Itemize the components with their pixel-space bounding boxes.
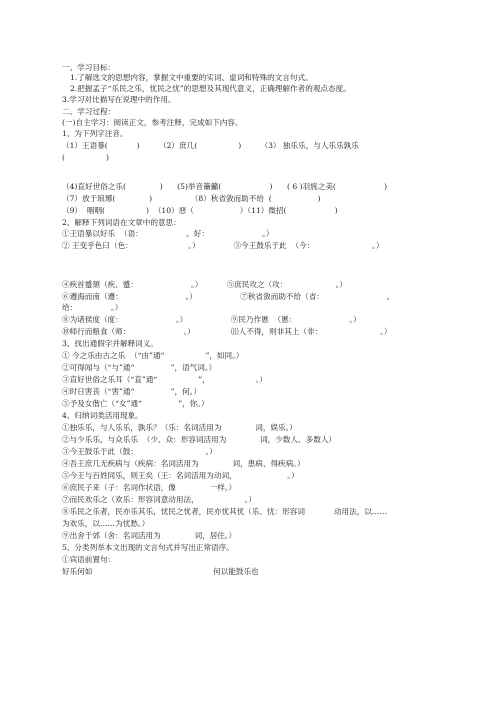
syntax-examples-1: 好乐何如 何以能鼓乐也 — [62, 567, 259, 576]
syntax-category-1: ①宾语前置句： — [62, 555, 116, 564]
vocab-row-3: ④疾首蹙頞（疾、蹙： 。） ⑤庶民攻之（攻： 。） — [62, 280, 347, 289]
tongjia-item-3: ③直好世俗之乐耳（“直”通“ ”， 。） — [62, 375, 267, 384]
pinyin-row-2: （4)直好世俗之乐( ) (5)举音籥籲( ) ( 6 )羽旄之美( ) — [62, 182, 388, 191]
pinyin-row-1-cont: ( ) — [62, 153, 109, 162]
task-1-heading: 1、为下列字注音。 — [62, 129, 128, 138]
task-3-heading: 3、找出通假字并解释词义。 — [62, 339, 158, 348]
huoyong-item-5: ⑤今王与百姓同乐，则王矣（王：名词活用为动词， 。） — [62, 471, 299, 480]
tongjia-item-4: ④时日害丧（“害”通“ ”，何。） — [62, 387, 202, 396]
section-heading-goals: 一、学习目标： — [62, 63, 116, 72]
huoyong-item-2: ②与少乐乐，与众乐乐 （少、众：形容词活用为 词，少数人、多数人） — [62, 435, 337, 444]
goal-item-2: 2.把握孟子“乐民之乐，忧民之忧”的思想及其现代意义，正确理解作者的观点态度。 — [70, 84, 351, 93]
huoyong-item-4: ④吾王庶几无疾病与（疾病：名词活用为 词，患病、得疾病。） — [62, 459, 305, 468]
huoyong-item-8-cont: 为欢乐，以……为忧愁。） — [62, 519, 150, 528]
vocab-row-2: ② 王变乎色曰（色： 。） ③今王鼓乐于此 （今： 。） — [62, 241, 384, 250]
section-heading-process: 二、学习过程： — [62, 107, 116, 116]
task-5-heading: 5、分类列举本文出现的文言句式并写出正常语序。 — [62, 543, 234, 552]
task-2-heading: 2、解释下列词语在文章中的意思： — [62, 218, 181, 227]
pinyin-row-3: （7）放于琅琊( ) （8）秋省敛而助不给 ( ) — [62, 194, 321, 203]
huoyong-item-1: ①独乐乐，与人乐乐，孰乐？（乐：名词活用为 词，娱乐。） — [62, 423, 298, 432]
vocab-row-1: ①王语暴以好乐 （语： 。好： 。） — [62, 229, 274, 238]
tongjia-item-2: ②可得闻与（“与”通“ ”，语气词。） — [62, 363, 217, 372]
vocab-row-4: ⑥遵海而南（遵： 。） ⑦秋省敛而助不给（省： 。 — [62, 292, 395, 301]
huoyong-item-9: ⑨出舍于郊（舍：名词活用为 词，居住。） — [62, 531, 237, 540]
pinyin-row-4: （9） 咽咽( ) （10）惡（ ）（11）微招( ) — [62, 206, 338, 215]
task-4-heading: 4、归纳词类活用现象。 — [62, 411, 143, 420]
huoyong-item-7: ⑦而民欢乐之（欢乐：形容词意动用法， 。） — [62, 495, 256, 504]
huoyong-item-3: ③今王鼓乐于此（鼓： 。） — [62, 447, 217, 456]
vocab-row-4-cont: 给： 。） — [62, 303, 123, 312]
goal-item-1: 1.了解选文的思想内容，掌握文中重要的实词、虚词和特殊的文言句式。 — [70, 73, 313, 82]
vocab-row-6: ⑩师行而粮食（师： 。） ⑾人不得，则非其上（非： 。） — [62, 327, 392, 336]
pinyin-row-1: （1）王语暴( ) （2）庶几( ) （3） 独乐乐，与人乐乐孰乐 — [62, 141, 359, 150]
huoyong-item-8: ⑧乐民之乐者，民亦乐其乐，忧民之忧者，民亦忧其忧（乐、忧：形容词 动用法，以…… — [62, 507, 388, 516]
tongjia-item-5: ⑤予及女偕亡（“女”通“ ”，你。） — [62, 399, 209, 408]
huoyong-item-6: ⑥庶民子来（子：名词作状语，像 一样。） — [62, 483, 237, 492]
vocab-row-5: ⑧为诸侯度（度： 。） ⑨民乃作慝 （慝： 。） — [62, 315, 361, 324]
goal-item-3: 3.学习对比描写在说理中的作用。 — [62, 95, 176, 104]
subsection-self-study: (一)自主学习：阅读正文，参考注释，完成如下内容。 — [62, 118, 243, 127]
tongjia-item-1: ① 今之乐由古之乐 （“由”通“ ”，如同。） — [62, 351, 244, 360]
